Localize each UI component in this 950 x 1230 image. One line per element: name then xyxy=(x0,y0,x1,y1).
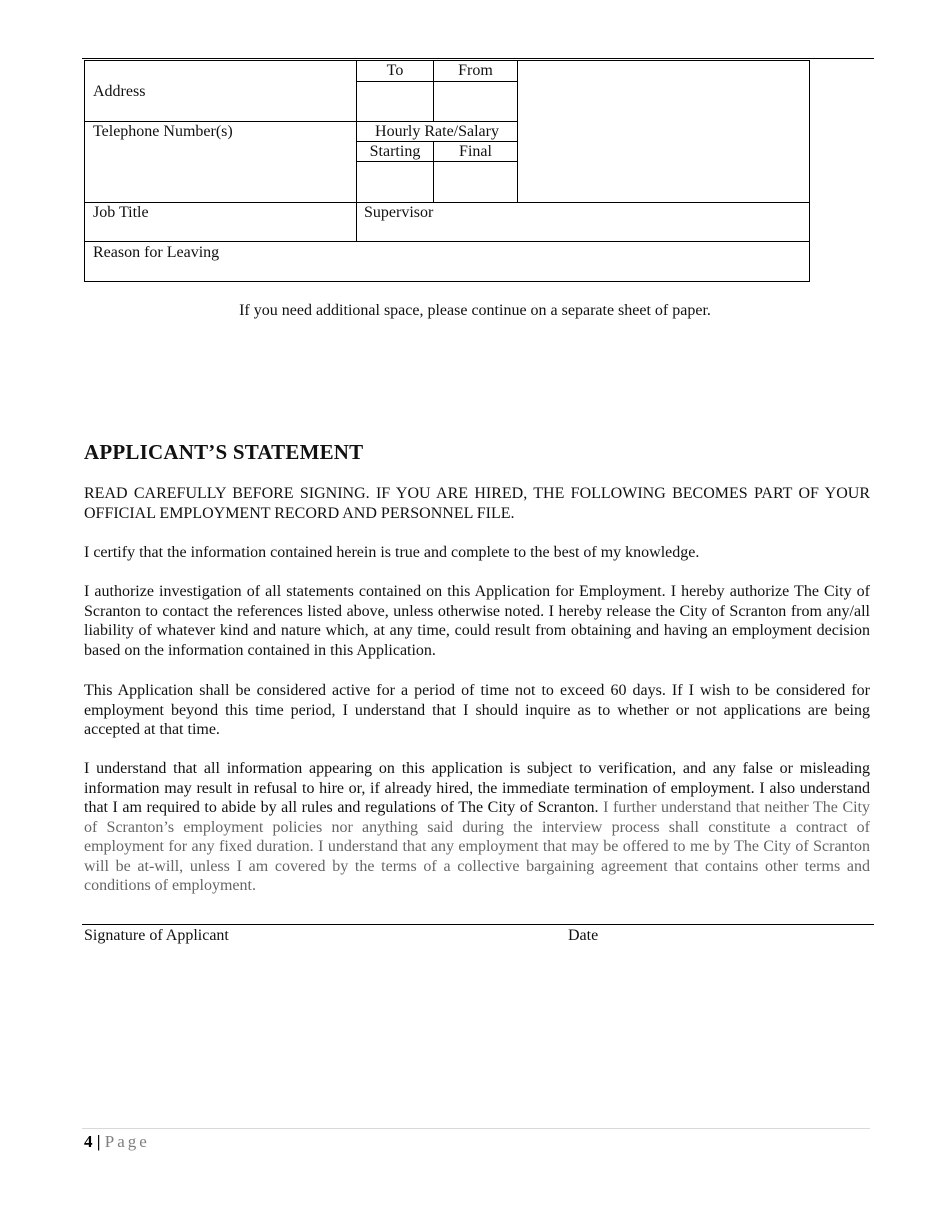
footer-rule xyxy=(82,1128,870,1129)
applicant-statement-heading: APPLICANT’S STATEMENT xyxy=(84,440,364,464)
row-rule-phone xyxy=(85,202,809,203)
signature-line xyxy=(82,924,874,925)
top-rule xyxy=(82,58,874,59)
statement-paragraph-5-gray: I further understand that neither The City of Scranton’s employment policies nor anything said during the interview process shall constitute a contract of employment for any fixed duration. I understand that any employment that may be offered to me by The City of Scranton will be at-will, unless I am covered by the terms of a collective bargaining agreement that contains other terms and conditions of employment. xyxy=(84,799,871,894)
statement-paragraph-3: I authorize investigation of all statements contained on this Application for Employment. I hereby authorize The City of Scranton to contact the references listed above, unless otherwise noted. I hereby release the City of Scranton from any/all liability of whatever kind and nature which, at any time, could result from obtaining and having an employment decision based on the information contained in this Application. xyxy=(84,583,870,659)
col-rule-right xyxy=(517,61,518,202)
to-label: To xyxy=(386,62,404,79)
supervisor-label: Supervisor xyxy=(364,204,434,221)
row-rule-jobtitle xyxy=(85,241,809,242)
page-number: 4 xyxy=(84,1132,93,1151)
statement-paragraph-4: This Application shall be considered active for a period of time not to exceed 60 days. If I wish to be considered for employment beyond this time period, I understand that I should inquire as to whether or not applications are being accepted at that time. xyxy=(84,682,870,738)
starting-label: Starting xyxy=(369,143,421,160)
page-word: Page xyxy=(104,1132,150,1151)
row-rule-rate xyxy=(356,141,518,142)
address-label: Address xyxy=(93,83,146,100)
row-rule-to-from xyxy=(356,81,518,82)
telephone-label: Telephone Number(s) xyxy=(93,123,233,140)
statement-paragraph-5-main: I understand that all information appearing on this application is subject to verification, and any false or misleading information may result in refusal to hire or, if already hired, the immediate termination of employment. I also understand that I am required to abide by all rules and regulations of The City of Scranton. xyxy=(84,760,870,816)
row-rule-address xyxy=(85,121,518,122)
row-rule-starting xyxy=(356,161,518,162)
statement-paragraph-5 xyxy=(84,759,870,896)
page-footer xyxy=(84,1132,150,1152)
signature-of-applicant-label: Signature of Applicant xyxy=(84,927,229,944)
date-label: Date xyxy=(568,927,599,944)
rate-header-label: Hourly Rate/Salary xyxy=(375,123,499,140)
from-label: From xyxy=(458,62,493,79)
additional-space-note: If you need additional space, please continue on a separate sheet of paper. xyxy=(239,302,711,319)
job-title-label: Job Title xyxy=(93,204,149,221)
statement-paragraph-1: READ CAREFULLY BEFORE SIGNING. IF YOU ARE HIRED, THE FOLLOWING BECOMES PART OF YOUR OFFICIAL EMPLOYMENT RECORD AND PERSONNEL FILE. xyxy=(84,485,870,522)
employment-form-table xyxy=(84,60,810,282)
footer-separator: | xyxy=(96,1132,101,1151)
statement-paragraph-2: I certify that the information contained herein is true and complete to the best of my knowledge. xyxy=(84,544,700,561)
reason-label: Reason for Leaving xyxy=(93,244,220,261)
final-label: Final xyxy=(459,143,492,160)
